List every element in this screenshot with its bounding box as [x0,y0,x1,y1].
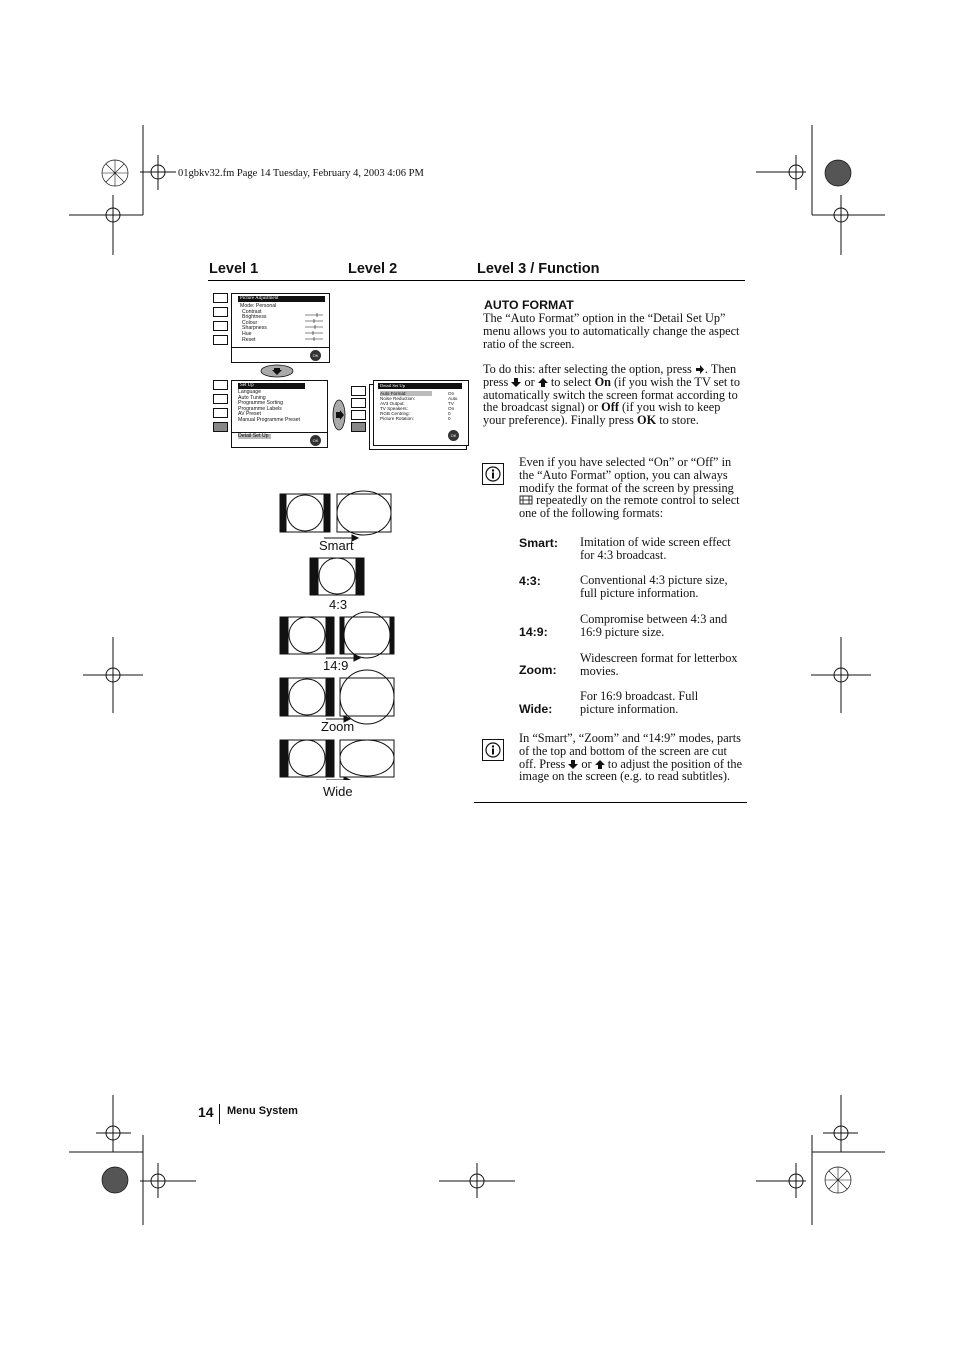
menu-item-value: On [448,406,455,411]
note-2-text: or [581,756,592,771]
tv-format-label-zoom: Zoom [321,719,355,734]
menu-item-value: TV [448,401,454,406]
format-name-zoom: Zoom: [519,663,557,677]
set-up-title: Set Up [238,383,305,389]
tv-format-label-smart: Smart [319,538,354,553]
setup-icon [351,422,366,432]
menu-item: Language [238,389,262,395]
instructions-paragraph [483,363,745,427]
sound-icon [213,307,228,317]
info-glyph [485,466,501,482]
picture-adjustment-title: Picture Adjustment [238,296,325,302]
section-title: AUTO FORMAT [484,298,574,312]
down-arrow-icon [511,378,521,387]
format-desc-14-9: Compromise between 4:3 and 16:9 picture size. [580,612,728,639]
sound-icon [213,394,228,404]
intro-paragraph: The “Auto Format” option in the “Detail Set Up” menu allows you to automatically change the aspect ratio of the screen. [483,311,740,351]
menu-item-label: Auto Format: [380,391,407,396]
note-2-text: In “Smart”, “Zoom” and “14:9” modes, parts of the top and bottom of the screen are cut off. Press [519,731,741,771]
on-keyword: On [594,374,611,389]
section-end-rule [474,802,747,803]
file-info-header: 01gbkv32.fm Page 14 Tuesday, February 4, 2003 4:06 PM [178,168,424,179]
off-keyword: Off [601,400,619,415]
ok-button-icon: OK [448,430,459,441]
menu-item: Programme Sorting [238,400,283,407]
menu-item: Colour [242,319,258,326]
setup-icon [213,422,228,432]
instructions-text: to select [550,374,592,389]
note-1 [519,456,745,520]
menu-item-label: AV3 Output: [380,401,405,406]
menu-item: Auto Tuning [238,394,266,401]
info-icon [482,463,504,485]
ok-button-icon: OK [310,435,321,446]
menu-item-label: TV Speakers: [380,406,408,411]
timer-icon [351,410,366,420]
wide-mode-button-icon [519,495,533,505]
format-name-4-3: 4:3: [519,574,541,588]
column-heading-level1: Level 1 [209,261,259,277]
menu-item: Programme Labels [238,405,282,412]
tv-format-label-wide: Wide [323,784,353,799]
setup-icon [213,335,228,345]
instructions-text: . Then press [483,362,737,389]
down-arrow-icon [568,760,578,769]
picture-icon [351,386,366,396]
format-desc-zoom: Widescreen format for letterbox movies. [580,651,738,678]
instructions-text: (if you wish to keep your preference). Finally press [483,400,721,428]
format-name-wide: Wide: [519,702,553,716]
menu-item-label: Noise Reduction: [380,396,415,401]
tv-format-label-14-9: 14:9 [323,658,349,673]
menu-item: Sharpness [242,325,267,332]
instructions-text: or [524,374,535,389]
sound-icon [351,398,366,408]
up-arrow-icon [538,378,548,387]
note-2 [519,732,745,783]
ok-keyword: OK [637,413,657,428]
up-arrow-icon [595,760,605,769]
page-number: 14 [198,1104,214,1120]
menu-item-value: 0 [448,411,451,416]
tv-format-illustrations [276,490,400,780]
ok-button-icon: OK [310,350,321,361]
picture-icon [213,380,228,390]
detail-set-up-menu [351,380,471,450]
menu-item: Brightness [242,314,267,321]
format-desc-4-3: Conventional 4:3 picture size, full picture information. [580,573,728,600]
right-arrow-button-icon [331,398,347,432]
info-glyph [485,742,501,758]
format-desc-wide: For 16:9 broadcast. Full picture information. [580,689,699,716]
note-1-text: Even if you have selected “On” or “Off” in the “Auto Format” option, you can always modify the format of the screen by pressing [519,455,734,495]
format-name-14-9: 14:9: [519,625,548,639]
set-up-menu [211,380,331,448]
menu-item: Contrast [242,308,262,315]
note-2-text: to adjust the position of the image on the screen (e.g. to read subtitles). [519,756,743,784]
footer-section-name: Menu System [227,1105,298,1117]
format-desc-smart: Imitation of wide screen effect for 4:3 broadcast. [580,535,731,562]
instructions-text: to store. [659,413,699,428]
format-name-smart: Smart: [519,536,558,550]
right-arrow-icon [695,365,705,374]
menu-item-label: Picture Rotation: [380,416,414,421]
instructions-text: (if you wish the TV set to automatically switch the screen format according to the broadcast signal) or [483,374,740,415]
menu-item: Mode: Personal [240,303,277,309]
menu-item: Hue [242,330,252,337]
tv-format-label-4-3: 4:3 [329,597,348,612]
timer-icon [213,408,228,418]
menu-item: Reset [242,336,256,343]
menu-item-value: On [448,391,455,396]
timer-icon [213,321,228,331]
column-heading-level3: Level 3 / Function [477,261,600,277]
instructions-text: To do this: after selecting the option, press [483,362,692,376]
menu-item-selected: Detail Set Up [238,432,269,439]
down-arrow-button-icon [260,364,294,378]
menu-item-value: 0 [448,416,451,421]
footer-divider [219,1104,220,1124]
note-1-text: repeatedly on the remote control to select one of the following formats: [519,493,740,521]
menu-item: AV Preset [238,411,261,418]
slider-bars [305,313,325,345]
picture-adjustment-menu [211,293,331,363]
heading-rule [208,280,745,281]
menu-item-value: Auto [448,396,458,401]
menu-item: Manual Programme Preset [238,416,300,423]
picture-icon [213,293,228,303]
menu-item-label: RGB Centring: [380,411,410,416]
detail-set-up-title: Detail Set Up [378,383,462,389]
column-heading-level2: Level 2 [348,261,398,277]
info-icon [482,739,504,761]
